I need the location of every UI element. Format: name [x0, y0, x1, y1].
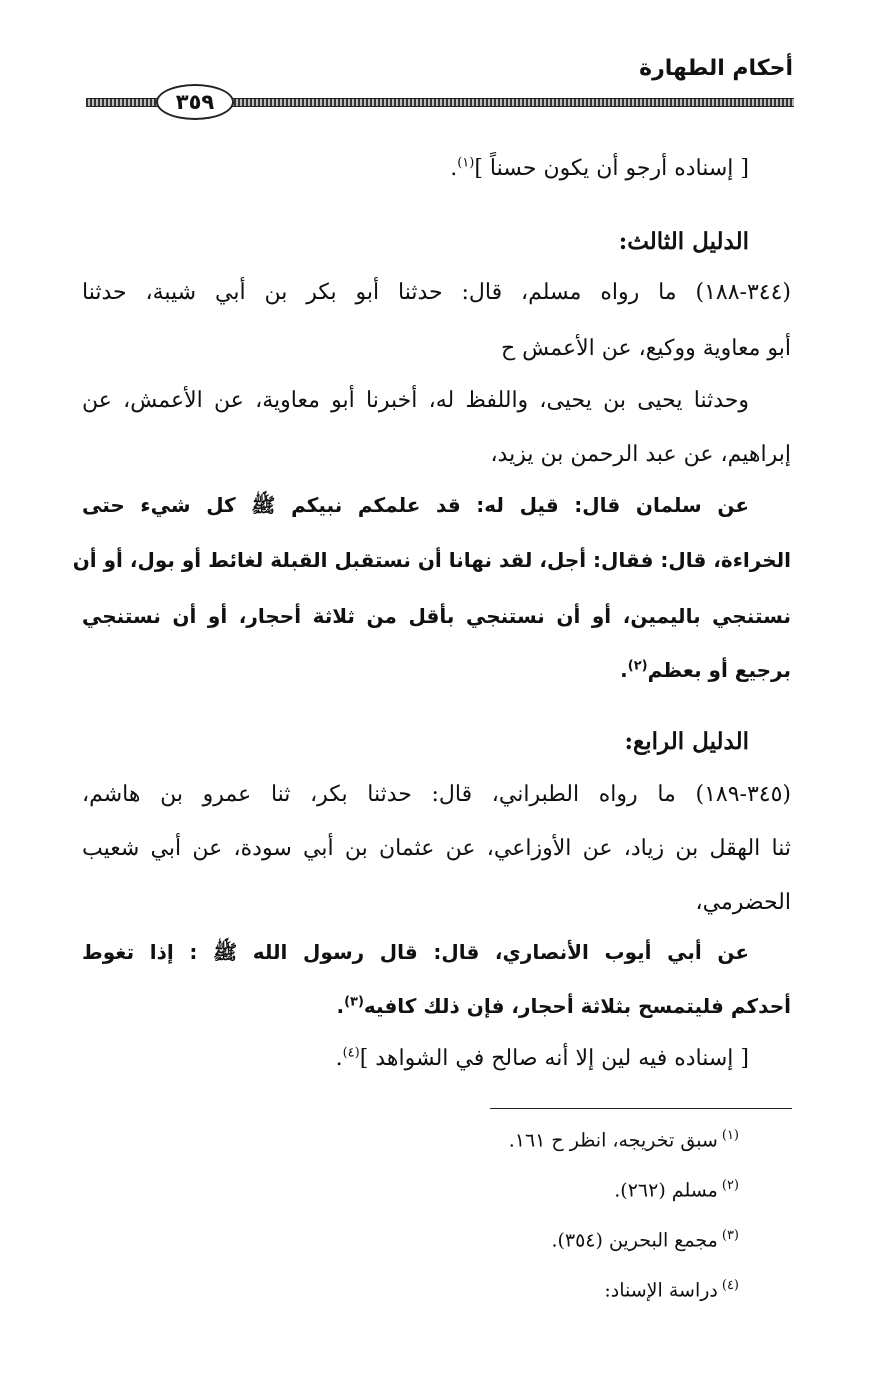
text-line: أبو معاوية ووكيع، عن الأعمش ح: [500, 336, 791, 361]
isnad-grade-line: [ إسناده فيه لين إلا أنه صالح في الشواهد ]$^{(٤)}$.: [335, 1045, 749, 1071]
matn-line: نستنجي باليمين، أو أن نستنجي بأقل من ثلاثة أحجار، أو أن نستنجي: [82, 604, 791, 628]
section-heading: الدليل الرابع:: [624, 728, 749, 755]
text-line: الحضرمي،: [695, 890, 791, 915]
matn-line: الخراءة، قال: فقال: أجل، لقد نهانا أن نستقبل القبلة لغائط أو بول، أو أن: [72, 548, 791, 572]
footnote-ref: (٣): [344, 994, 364, 1010]
footnote-marker: (٢): [721, 1178, 739, 1193]
footnote-ref: (٤): [342, 1045, 360, 1061]
footnote: $^{(١)}$سبق تخريجه، انظر ح ١٦١.: [508, 1128, 739, 1152]
text-line: (٣٤٥-١٨٩) ما رواه الطبراني، قال: حدثنا بكر، ثنا عمرو بن هاشم،: [82, 782, 791, 807]
matn-line: برجيع أو بعظم$^{(٢)}$.: [620, 658, 791, 682]
footnote: $^{(٢)}$مسلم (٢٦٢).: [614, 1178, 739, 1202]
footnote-marker: (٤): [721, 1278, 739, 1293]
running-title: أحكام الطهارة: [639, 56, 793, 81]
footnote-marker: (٣): [721, 1228, 739, 1243]
text-line: وحدثنا يحيى بن يحيى، واللفظ له، أخبرنا أبو معاوية، عن الأعمش، عن: [82, 388, 749, 413]
footnote-separator: [490, 1108, 792, 1109]
text-line: ثنا الهقل بن زياد، عن الأوزاعي، عن عثمان بن أبي سودة، عن أبي شعيب: [82, 836, 791, 861]
matn-line: عن سلمان قال: قيل له: قد علمكم نبيكم ﷺ كل شيء حتى: [82, 493, 749, 517]
isnad-grade-line: [ إسناده أرجو أن يكون حسناً ]$^{(١)}$.: [450, 155, 749, 181]
text-line: (٣٤٤-١٨٨) ما رواه مسلم، قال: حدثنا أبو بكر بن أبي شيبة، حدثنا: [82, 280, 792, 305]
section-heading: الدليل الثالث:: [618, 228, 749, 255]
page-number: ٣٥٩: [156, 84, 234, 120]
footnote: $^{(٣)}$مجمع البحرين (٣٥٤).: [551, 1228, 739, 1252]
footnote-marker: (١): [721, 1128, 739, 1143]
footnote: $^{(٤)}$دراسة الإسناد:: [604, 1278, 739, 1302]
footnote-ref: (١): [457, 155, 475, 171]
text-line: إبراهيم، عن عبد الرحمن بن يزيد،: [490, 442, 791, 467]
matn-line: عن أبي أيوب الأنصاري، قال: قال رسول الله ﷺ : إذا تغوط: [82, 940, 749, 964]
matn-line: أحدكم فليتمسح بثلاثة أحجار، فإن ذلك كافيه$^{(٣)}$.: [336, 994, 791, 1018]
footnote-ref: (٢): [627, 658, 648, 674]
